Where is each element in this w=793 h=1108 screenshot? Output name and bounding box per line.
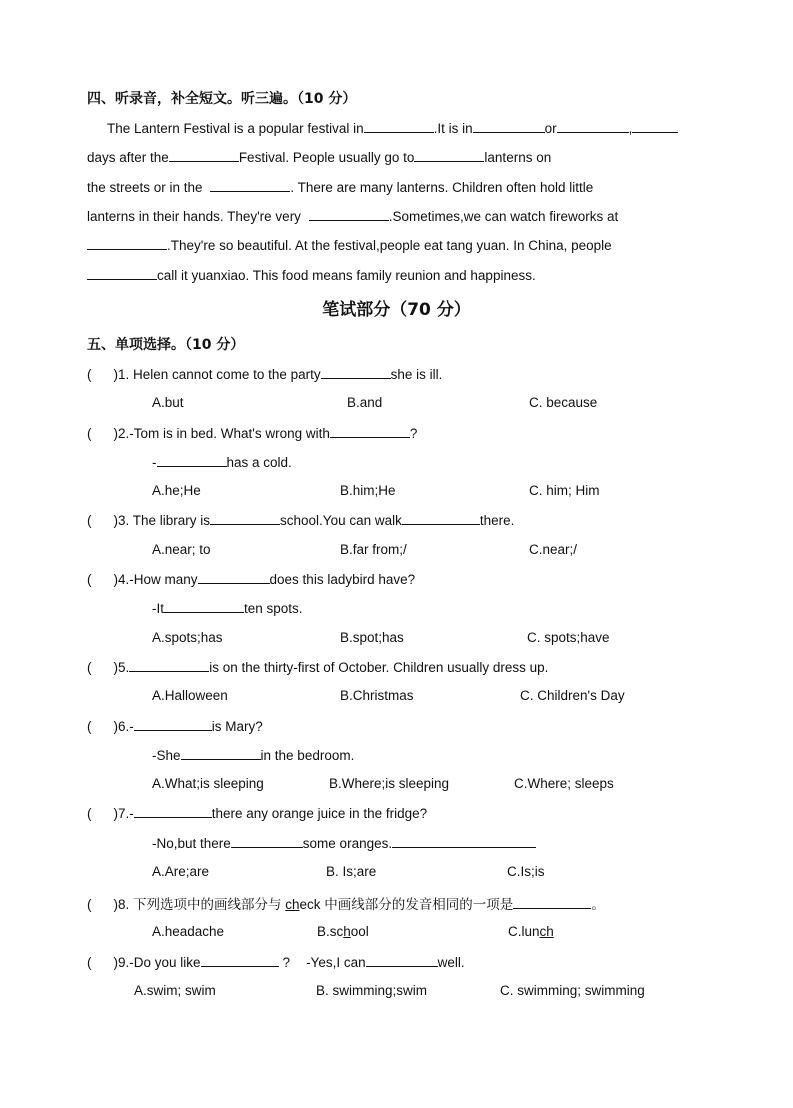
q4-sub <box>152 600 303 616</box>
answer-blank[interactable] <box>134 718 212 731</box>
section5-heading: 五、单项选择。（10 分） <box>87 337 245 353</box>
passage-text: .It is in <box>433 121 473 136</box>
answer-blank[interactable] <box>210 179 290 192</box>
answer-blank[interactable] <box>557 120 629 133</box>
question-text: )3. The library is <box>113 513 211 528</box>
question-3 <box>87 512 514 528</box>
passage-text: Festival. People usually go to <box>238 150 415 165</box>
question-8 <box>87 893 605 913</box>
question-text: -She <box>152 748 181 763</box>
q4-option-c[interactable]: C. spots;have <box>527 630 610 645</box>
answer-blank[interactable] <box>87 237 167 250</box>
passage-text: .Sometimes,we can watch fireworks at <box>388 209 619 224</box>
q5-option-c[interactable]: C. Children's Day <box>520 688 625 703</box>
question-9 <box>87 954 465 970</box>
q6-sub <box>152 747 354 763</box>
question-text: eck <box>299 897 321 912</box>
question-text: 。 <box>591 897 605 912</box>
question-text: -No,but there <box>152 836 231 851</box>
question-text: )4.-How many <box>113 572 198 587</box>
question-text: well. <box>437 955 465 970</box>
answer-blank[interactable] <box>181 747 261 760</box>
answer-blank[interactable] <box>513 896 591 909</box>
answer-blank[interactable] <box>169 149 239 162</box>
q7-sub <box>152 835 536 851</box>
answer-blank[interactable] <box>321 366 391 379</box>
question-text: )5. <box>113 660 130 675</box>
passage-text: lanterns on <box>484 150 552 165</box>
q5-option-b[interactable]: B.Christmas <box>340 688 414 703</box>
question-text: in the bedroom. <box>260 748 355 763</box>
question-4 <box>87 571 415 587</box>
q7-option-b[interactable]: B. Is;are <box>326 864 377 879</box>
underlined-letters: h <box>343 924 351 939</box>
answer-paren[interactable]: ( <box>87 719 92 734</box>
question-text: ? <box>409 426 418 441</box>
answer-paren[interactable]: ( <box>87 955 92 970</box>
answer-blank[interactable] <box>210 512 280 525</box>
answer-blank[interactable] <box>87 267 157 280</box>
question-text: does this ladybird have? <box>269 572 416 587</box>
question-text: school.You can walk <box>280 513 402 528</box>
question-text: )7.- <box>113 806 134 821</box>
passage-line-6 <box>87 267 536 283</box>
q1-option-a[interactable]: A.but <box>152 395 184 410</box>
q3-option-c[interactable]: C.near;/ <box>529 542 578 557</box>
answer-paren[interactable]: ( <box>87 513 92 528</box>
answer-blank[interactable] <box>366 954 438 967</box>
answer-blank[interactable] <box>129 659 209 672</box>
answer-blank[interactable] <box>201 954 279 967</box>
question-text: - <box>152 455 157 470</box>
answer-blank[interactable] <box>309 208 389 221</box>
passage-text: the streets or in the <box>87 180 207 195</box>
q6-option-a[interactable]: A.What;is sleeping <box>152 776 264 791</box>
q9-option-b[interactable]: B. swimming;swim <box>316 983 428 998</box>
answer-blank[interactable] <box>414 149 484 162</box>
question-text: ten spots. <box>244 601 303 616</box>
question-text: )1. Helen cannot come to the party <box>113 367 321 382</box>
q2-option-c[interactable]: C. him; Him <box>529 483 600 498</box>
q8-option-b[interactable] <box>317 924 369 939</box>
question-5 <box>87 659 548 675</box>
q1-option-b[interactable]: B.and <box>347 395 383 410</box>
q9-option-c[interactable]: C. swimming; swimming <box>500 983 645 998</box>
answer-paren[interactable]: ( <box>87 367 92 382</box>
passage-line-4 <box>87 208 618 224</box>
question-text: there any orange juice in the fridge? <box>211 806 428 821</box>
underlined-letters: ch <box>285 897 300 912</box>
question-text: she is ill. <box>390 367 443 382</box>
question-2 <box>87 425 417 441</box>
passage-text: . There are many lanterns. Children often hold little <box>290 180 594 195</box>
passage-line-5 <box>87 237 612 253</box>
question-text: 中画线部分的发音相同的一项是 <box>320 897 514 912</box>
q8-option-c[interactable] <box>508 924 554 939</box>
section4-heading: 四、听录音，补全短文。听三遍。（10 分） <box>87 91 357 107</box>
option-text: C.lun <box>508 924 540 939</box>
answer-blank[interactable] <box>157 454 227 467</box>
answer-blank[interactable] <box>364 120 434 133</box>
answer-paren[interactable]: ( <box>87 572 92 587</box>
question-1 <box>87 366 442 382</box>
question-text: -Yes,I can <box>306 955 366 970</box>
question-text: has a cold. <box>226 455 292 470</box>
q2-sub <box>152 454 292 470</box>
answer-blank[interactable] <box>134 805 212 818</box>
q7-option-a[interactable]: A.Are;are <box>152 864 210 879</box>
q7-option-c[interactable]: C.Is;is <box>507 864 545 879</box>
passage-line-2 <box>87 149 551 165</box>
question-text: )9.-Do you like <box>113 955 201 970</box>
question-text: )6.- <box>113 719 134 734</box>
passage-line-3 <box>87 179 593 195</box>
answer-blank[interactable] <box>632 120 678 133</box>
answer-blank[interactable] <box>392 835 536 848</box>
q6-option-c[interactable]: C.Where; sleeps <box>514 776 614 791</box>
q3-option-b[interactable]: B.far from;/ <box>340 542 407 557</box>
q2-option-a[interactable]: A.he;He <box>152 483 201 498</box>
question-text: -It <box>152 601 164 616</box>
passage-text: days after the <box>87 150 169 165</box>
option-text: ool <box>350 924 369 939</box>
passage-text: The Lantern Festival is a popular festival in <box>107 121 364 136</box>
answer-blank[interactable] <box>164 600 244 613</box>
q8-option-a[interactable]: A.headache <box>152 924 225 939</box>
answer-blank[interactable] <box>330 425 410 438</box>
answer-blank[interactable] <box>402 512 480 525</box>
q6-option-b[interactable]: B.Where;is sleeping <box>329 776 450 791</box>
written-part-title: 笔试部分（70 分） <box>322 300 471 320</box>
q3-option-a[interactable]: A.near; to <box>152 542 211 557</box>
q1-option-c[interactable]: C. because <box>529 395 598 410</box>
q9-option-a[interactable]: A.swim; swim <box>134 983 216 998</box>
answer-paren[interactable]: ( <box>87 806 92 821</box>
answer-blank[interactable] <box>198 571 270 584</box>
answer-blank[interactable] <box>473 120 545 133</box>
passage-text: lanterns in their hands. They're very <box>87 209 305 224</box>
q2-option-b[interactable]: B.him;He <box>340 483 396 498</box>
answer-blank[interactable] <box>231 835 303 848</box>
passage-line-1 <box>107 120 678 136</box>
answer-paren[interactable]: ( <box>87 660 92 675</box>
q4-option-a[interactable]: A.spots;has <box>152 630 223 645</box>
answer-paren[interactable]: ( <box>87 426 92 441</box>
passage-text: .They're so beautiful. At the festival,people eat tang yuan. In China, people <box>167 238 612 253</box>
passage-text: or <box>544 121 557 136</box>
q4-option-b[interactable]: B.spot;has <box>340 630 404 645</box>
question-text: )8. 下列选项中的画线部分与 <box>113 897 286 912</box>
question-text: )2.-Tom is in bed. What's wrong with <box>113 426 330 441</box>
underlined-letters: ch <box>539 924 554 939</box>
question-text: ? <box>282 955 291 970</box>
question-text: there. <box>479 513 515 528</box>
q5-option-a[interactable]: A.Halloween <box>152 688 228 703</box>
option-text: B.sc <box>317 924 344 939</box>
question-text: some oranges. <box>302 836 393 851</box>
question-6 <box>87 718 263 734</box>
question-7 <box>87 805 427 821</box>
question-text: is Mary? <box>211 719 263 734</box>
question-text: is on the thirty-first of October. Children usually dress up. <box>209 660 549 675</box>
passage-text: call it yuanxiao. This food means family reunion and happiness. <box>157 268 536 283</box>
answer-paren[interactable]: ( <box>87 897 92 912</box>
passage-text: , <box>628 121 633 136</box>
